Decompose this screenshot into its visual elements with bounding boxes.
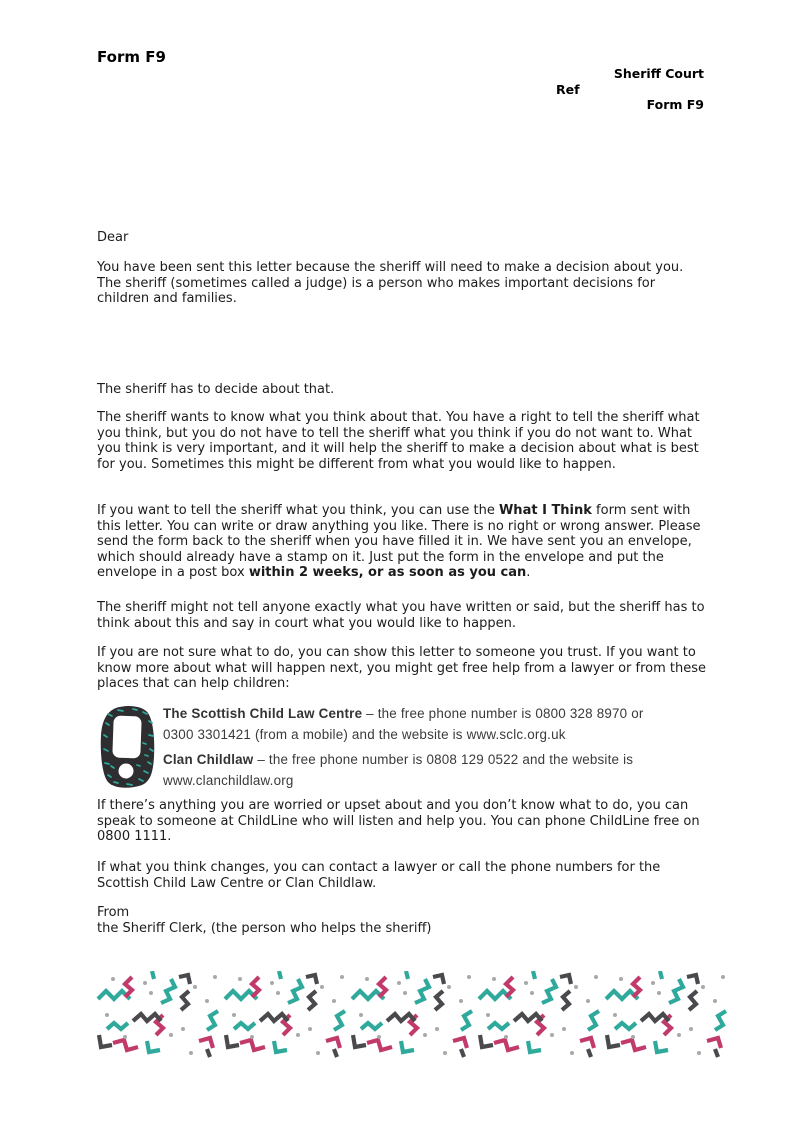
paragraph-changes: If what you think changes, you can contact a lawyer or call the phone numbers for the Scottish Child Law Centre or Clan Childlaw. — [97, 860, 661, 891]
phone-screen — [112, 716, 141, 759]
phone-home-button — [119, 764, 134, 779]
form-title: Form F9 — [97, 48, 166, 66]
paragraph-your-views: The sheriff wants to know what you think about that. You have a right to tell the sheriff what you think, but you do not have to tell the sheriff what you think if you do not want to. What you think is very important, and it will help the sheriff to make a decision about what is best for you. Sometimes this might be different from what you would like to happen. — [97, 410, 700, 472]
ref-label: Ref — [556, 81, 580, 97]
paragraph-intro: You have been sent this letter because the sheriff will need to make a decision about you. The sheriff (sometimes called a judge) is a person who makes important decisions for children and families. — [97, 260, 684, 306]
help-organisations-block — [163, 704, 645, 796]
paragraph-help-sources: If you are not sure what to do, you can show this letter to someone you trust. If you want to know more about what will happen next, you might get free help from a lawyer or from these places that can help children: — [97, 645, 707, 691]
salutation: Dear — [97, 230, 129, 245]
phone-doodle-icon — [99, 705, 156, 789]
org-clan-details: – the free phone number is 0808 129 0522 and the website is www.clanchildlaw.org — [163, 752, 634, 788]
sheriff-court-label: Sheriff Court — [613, 66, 704, 81]
org-sclc-line — [163, 704, 645, 745]
form-f9-label: Form F9 — [646, 97, 704, 112]
signature-block — [97, 905, 707, 936]
org-clan-line — [163, 750, 645, 791]
org-clan-name: Clan Childlaw — [163, 752, 254, 767]
paragraph-what-i-think-form — [97, 503, 707, 581]
p4-text: If you want to tell the sheriff what you think, you can use the — [97, 503, 499, 518]
paragraph-childline: If there’s anything you are worried or upset about and you don’t know what to do, you can speak to someone at ChildLine who will listen and help you. You can phone ChildLine free on 0800 1111. — [97, 798, 700, 844]
two-weeks-bold: within 2 weeks, or as soon as you can — [248, 565, 527, 580]
p4-text: . — [526, 565, 531, 580]
what-i-think-bold: What I Think — [498, 503, 592, 518]
paragraph-decide: The sheriff has to decide about that. — [97, 382, 335, 397]
org-sclc-details: – the free phone number is 0800 328 8970 or 0300 3301421 (from a mobile) and the website is www.sclc.org.uk — [163, 706, 644, 742]
paragraph-confidentiality: The sheriff might not tell anyone exactly what you have written or said, but the sheriff has to think about this and say in court what you would like to happen. — [97, 600, 705, 631]
org-sclc-name: The Scottish Child Law Centre — [163, 706, 363, 721]
zigzag-pattern-decoration — [95, 971, 729, 1058]
from-label: From — [97, 905, 130, 920]
header-right-block — [556, 66, 704, 113]
p4-text: form sent with this letter. You can write or draw anything you like. There is no right or wrong answer. Please send the form back to the sheriff when you have filled it in. We have sent you an envelope, which should already have a stamp on it. Just put the form in the envelope and put the envelope in a post box — [97, 503, 701, 580]
from-name: the Sheriff Clerk, (the person who helps the sheriff) — [97, 920, 432, 936]
